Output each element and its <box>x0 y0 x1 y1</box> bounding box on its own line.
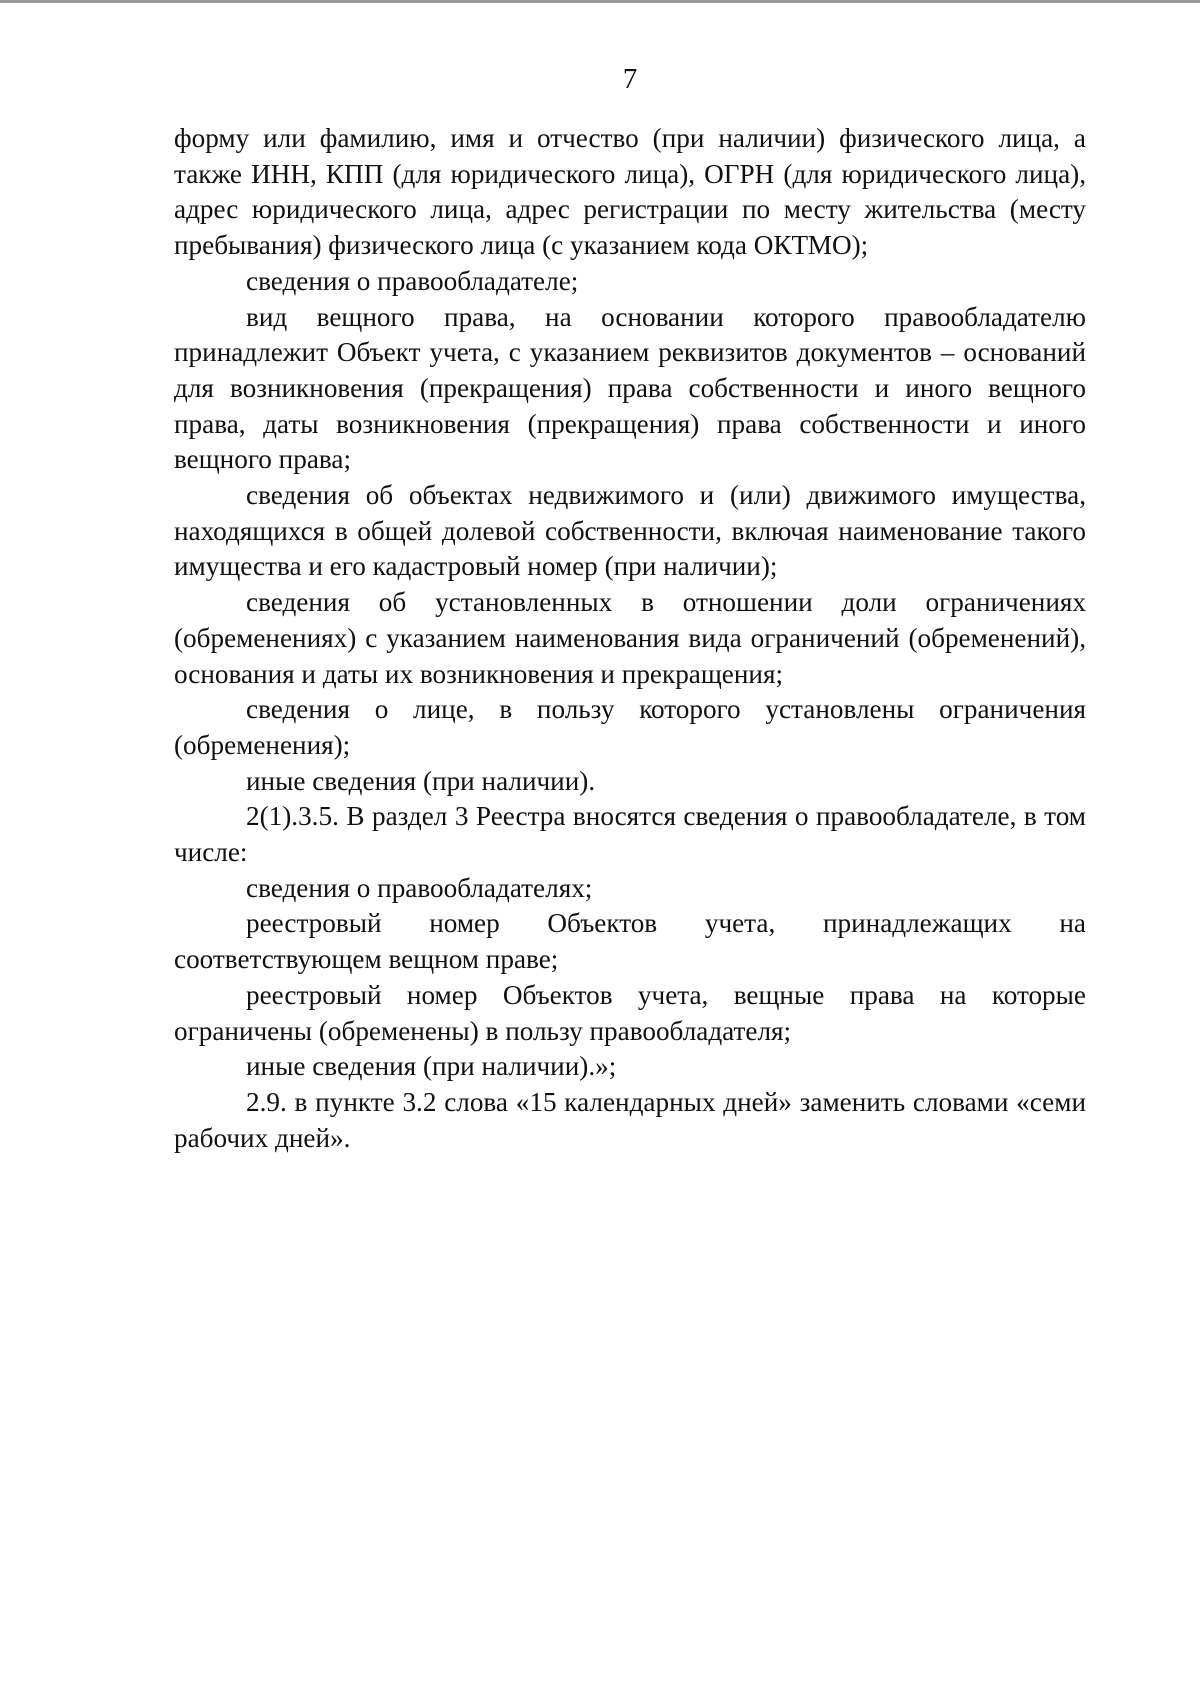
paragraph-shared-ownership: сведения об объектах недвижимого и (или) движимого имущества, находящихся в общей долевой собственности, включая наименование такого имущества и его кадастровый номер (при наличии); <box>174 480 1086 582</box>
paragraph-owners-info: сведения о правообладателях; <box>246 872 593 903</box>
paragraph-other-info-closing: иные сведения (при наличии).»; <box>246 1051 617 1082</box>
paragraph-other-info: иные сведения (при наличии). <box>246 765 596 796</box>
paragraph-registry-number-owned: реестровый номер Объектов учета, принадлежащих на соответствующем вещном праве; <box>174 908 1086 975</box>
paragraph-property-right-type: вид вещного права, на основании которого правообладателю принадлежит Объект учета, с указанием реквизитов документов – оснований для возникновения (прекращения) права собственности и иного вещного права, даты возникновения (прекращения) права собственности и иного вещного права; <box>174 301 1086 475</box>
paragraph-registry-number-encumbered: реестровый номер Объектов учета, вещные права на которые ограничены (обременены) в пользу правообладателя; <box>174 979 1086 1046</box>
page-number: 7 <box>622 63 638 95</box>
paragraph-section-2-1-3-5: 2(1).3.5. В раздел 3 Реестра вносятся сведения о правообладателе, в том числе: <box>174 801 1086 868</box>
paragraph-owner-info: сведения о правообладателе; <box>246 265 579 296</box>
paragraph-share-encumbrances: сведения об установленных в отношении доли ограничениях (обременениях) с указанием наименования вида ограничений (обременений), основания и даты их возникновения и прекращения; <box>174 587 1086 689</box>
paragraph-item-2-9: 2.9. в пункте 3.2 слова «15 календарных дней» заменить словами «семи рабочих дней». <box>174 1086 1086 1153</box>
paragraph-encumbrance-beneficiary: сведения о лице, в пользу которого установлены ограничения (обременения); <box>174 694 1086 760</box>
document-body <box>174 121 1086 1156</box>
scan-edge <box>0 0 1200 3</box>
paragraph-continuation: форму или фамилию, имя и отчество (при наличии) физического лица, а также ИНН, КПП (для юридического лица), ОГРН (для юридического лица), адрес юридического лица, адрес регистрации по месту жительства (месту пребывания) физического лица (с указанием кода ОКТМО); <box>174 123 1086 261</box>
